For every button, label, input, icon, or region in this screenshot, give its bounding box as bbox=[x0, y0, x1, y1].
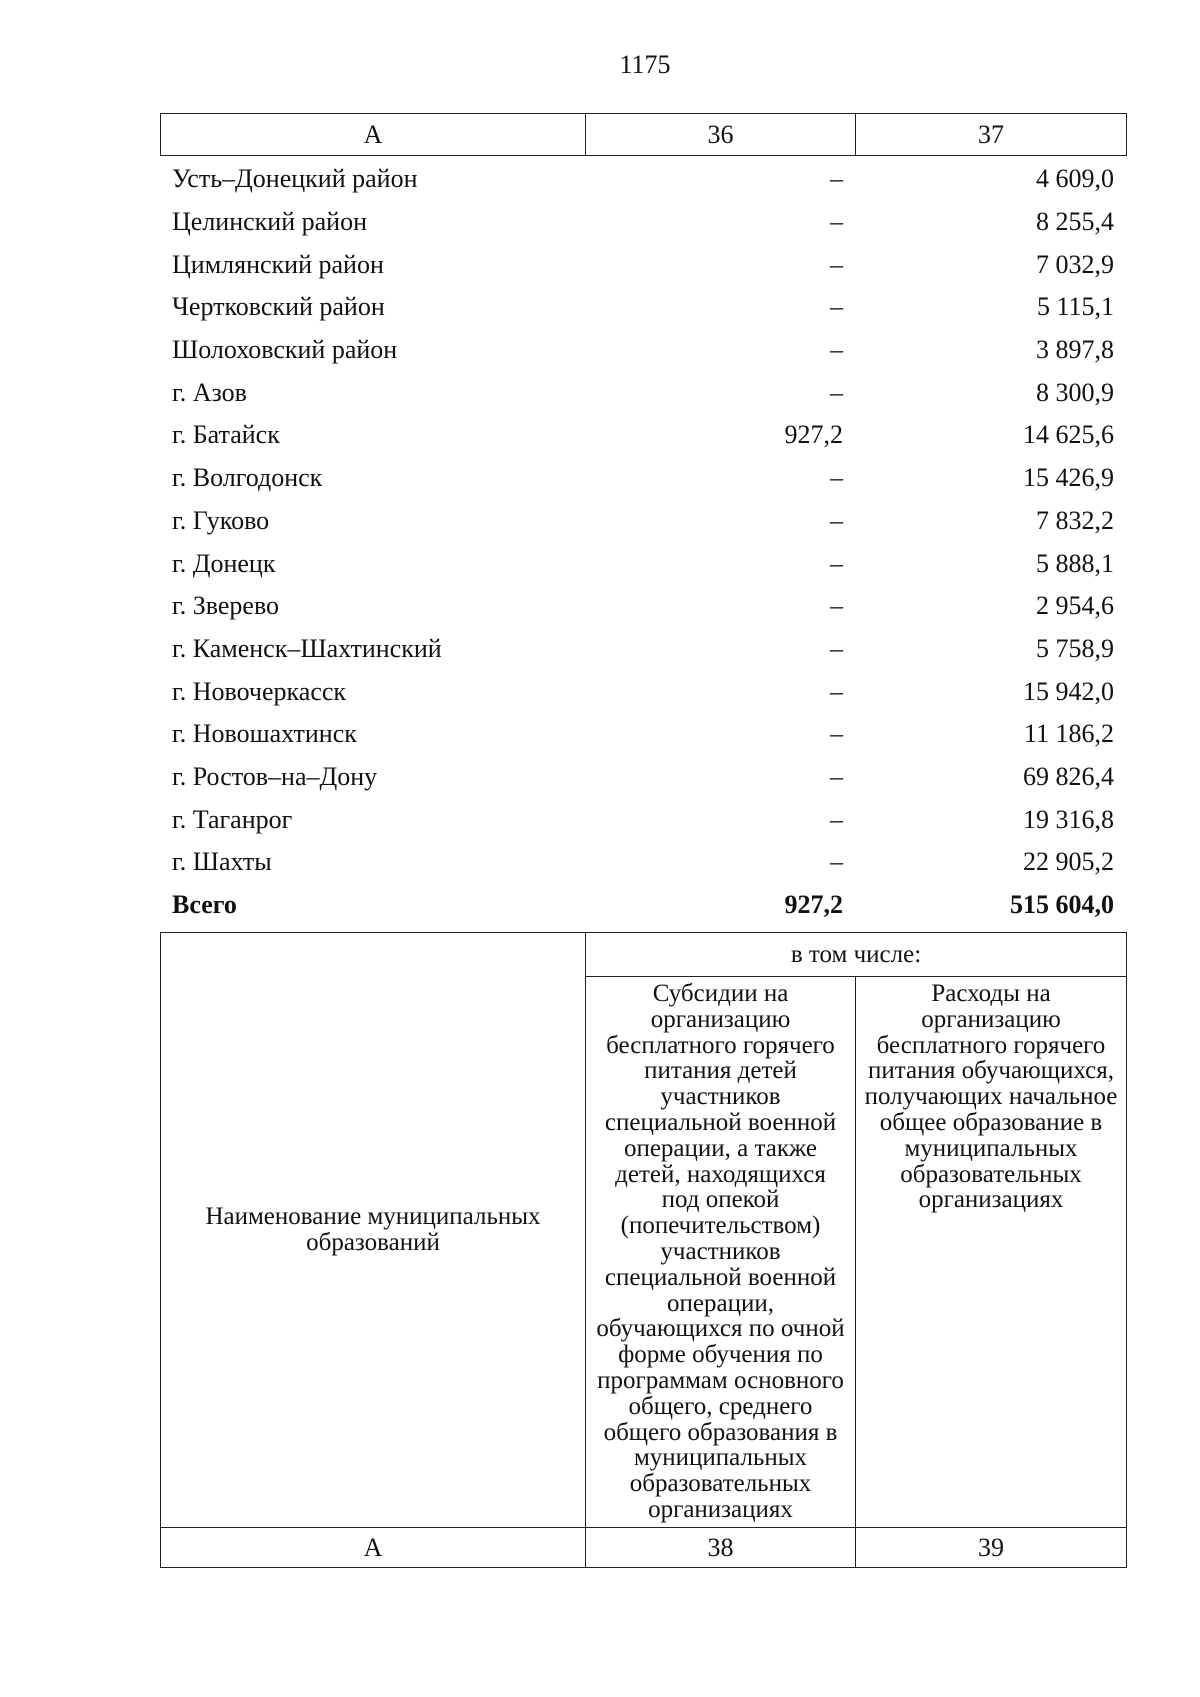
table-row bbox=[160, 286, 1126, 329]
continuation-header-table bbox=[160, 932, 1127, 1568]
row-name: г. Таганрог bbox=[172, 804, 293, 834]
data-rows bbox=[160, 158, 1126, 926]
header-col-a: А bbox=[161, 1528, 586, 1568]
row-value-36: – bbox=[830, 847, 843, 877]
row-value-36: – bbox=[830, 505, 843, 535]
row-name: г. Волгодонск bbox=[172, 463, 323, 493]
row-value-37: 8 255,4 bbox=[1036, 207, 1114, 237]
top-header-table bbox=[160, 113, 1127, 156]
row-name: Усть–Донецкий район bbox=[172, 164, 418, 194]
header-col-37: 37 bbox=[856, 114, 1127, 156]
table-row bbox=[160, 585, 1126, 628]
row-name: г. Каменск–Шахтинский bbox=[172, 633, 442, 663]
col-39-description: Расходы на организацию бесплатного горячего питания обучающихся, получающих начальное общее образование в муниципальных образовательных организациях bbox=[856, 977, 1127, 1528]
table-row bbox=[160, 798, 1126, 841]
table-row bbox=[160, 201, 1126, 244]
table-row bbox=[160, 713, 1126, 756]
row-value-37: 69 826,4 bbox=[1023, 761, 1114, 791]
row-name: г. Гуково bbox=[172, 505, 270, 535]
row-value-36: – bbox=[830, 633, 843, 663]
row-value-37: 15 942,0 bbox=[1023, 676, 1114, 706]
row-name: г. Батайск bbox=[172, 420, 280, 450]
row-name: Чертковский район bbox=[172, 292, 385, 322]
row-name: г. Новошахтинск bbox=[172, 719, 357, 749]
row-value-37: 15 426,9 bbox=[1023, 463, 1114, 493]
row-value-37: 4 609,0 bbox=[1036, 164, 1114, 194]
row-value-36: – bbox=[830, 292, 843, 322]
total-label: Всего bbox=[172, 890, 237, 920]
row-value-37: 3 897,8 bbox=[1036, 335, 1114, 365]
header-col-a: А bbox=[161, 114, 586, 156]
table-row bbox=[160, 329, 1126, 372]
table-row bbox=[160, 670, 1126, 713]
row-value-37: 11 186,2 bbox=[1023, 719, 1114, 749]
col-38-description: Субсидии на организацию бесплатного горячего питания детей участников специальной военной операции, а также детей, находящихся под опекой (попечительством) участников специальной военной операции, обучающихся по очной форме обучения по программам основного общего, среднего общего образования в муниципальных образовательных организациях bbox=[586, 977, 856, 1528]
row-name: г. Новочеркасск bbox=[172, 676, 347, 706]
row-value-37: 22 905,2 bbox=[1023, 847, 1114, 877]
row-value-36: – bbox=[830, 591, 843, 621]
row-name: Цимлянский район bbox=[172, 249, 384, 279]
header-col-38: 38 bbox=[586, 1528, 856, 1568]
row-name: Целинский район bbox=[172, 207, 367, 237]
row-value-37: 14 625,6 bbox=[1023, 420, 1114, 450]
row-value-36: 927,2 bbox=[784, 420, 843, 450]
row-value-36: – bbox=[830, 377, 843, 407]
row-name: г. Ростов–на–Дону bbox=[172, 761, 378, 791]
row-value-36: – bbox=[830, 761, 843, 791]
row-value-37: 8 300,9 bbox=[1036, 377, 1114, 407]
row-value-36: – bbox=[830, 676, 843, 706]
header-col-39: 39 bbox=[856, 1528, 1127, 1568]
table-row bbox=[160, 841, 1126, 884]
total-row bbox=[160, 884, 1126, 927]
column-number-row bbox=[161, 1528, 1127, 1568]
row-value-36: – bbox=[830, 548, 843, 578]
table-row bbox=[160, 371, 1126, 414]
row-value-37: 5 115,1 bbox=[1036, 292, 1114, 322]
row-value-36: – bbox=[830, 207, 843, 237]
top-header-row bbox=[161, 114, 1127, 156]
table-row bbox=[160, 500, 1126, 543]
row-value-37: 7 832,2 bbox=[1036, 505, 1114, 535]
row-value-36: – bbox=[830, 164, 843, 194]
table-row bbox=[160, 756, 1126, 799]
row-value-37: 5 888,1 bbox=[1036, 548, 1114, 578]
row-name: г. Зверево bbox=[172, 591, 280, 621]
row-value-36: – bbox=[830, 249, 843, 279]
table-row bbox=[160, 243, 1126, 286]
row-value-36: – bbox=[830, 335, 843, 365]
header-col-36: 36 bbox=[586, 114, 856, 156]
table-row bbox=[160, 457, 1126, 500]
row-value-36: – bbox=[830, 463, 843, 493]
table-row bbox=[160, 542, 1126, 585]
row-value-37: 19 316,8 bbox=[1023, 804, 1114, 834]
table-row bbox=[160, 628, 1126, 671]
row-name: г. Шахты bbox=[172, 847, 272, 877]
total-value-36: 927,2 bbox=[784, 890, 843, 920]
municipality-name-header: Наименование муниципальных образований bbox=[161, 933, 586, 1528]
row-value-36: – bbox=[830, 719, 843, 749]
table-row bbox=[160, 414, 1126, 457]
row-name: г. Донецк bbox=[172, 548, 276, 578]
row-value-37: 2 954,6 bbox=[1036, 591, 1114, 621]
total-value-37: 515 604,0 bbox=[1010, 890, 1114, 920]
row-value-37: 7 032,9 bbox=[1036, 249, 1114, 279]
including-header: в том числе: bbox=[586, 933, 1127, 977]
row-value-36: – bbox=[830, 804, 843, 834]
row-value-37: 5 758,9 bbox=[1036, 633, 1114, 663]
table-row bbox=[160, 158, 1126, 201]
row-name: Шолоховский район bbox=[172, 335, 398, 365]
page-number: 1175 bbox=[619, 50, 671, 79]
row-name: г. Азов bbox=[172, 377, 247, 407]
